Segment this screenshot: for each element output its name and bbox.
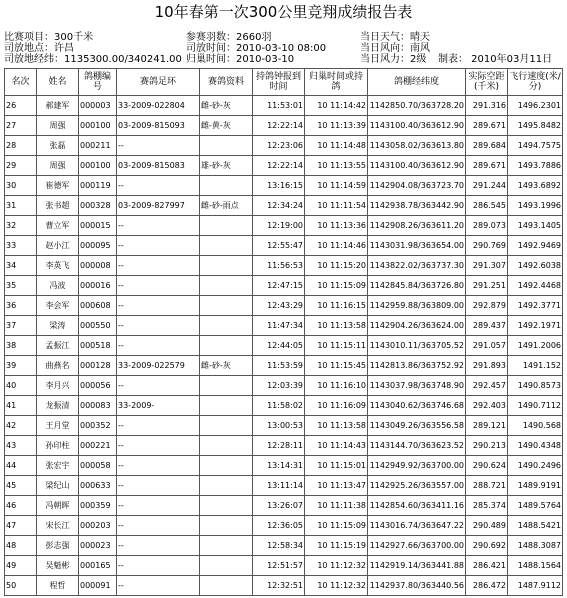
cell-ring: -- [117,436,200,456]
cell-speed: 1492.4468 [508,276,563,296]
cell-distance: 290.213 [466,436,508,456]
cell-coord: 1143144.70/363623.52 [368,436,466,456]
cell-loft: 000608 [79,296,117,316]
cell-distance: 290.692 [466,536,508,556]
cell-distance: 291.316 [466,96,508,116]
cell-info [200,556,253,576]
cell-distance: 289.671 [466,116,508,136]
table-row [5,436,563,456]
cell-name: 王月堂 [37,416,79,436]
table-row [5,176,563,196]
weather: 当日天气：晴天 [360,32,430,43]
col-loft: 鸽棚编号 [79,69,117,96]
cell-loft: 000003 [79,96,117,116]
table-row [5,96,563,116]
cell-ring: -- [117,516,200,536]
cell-name: 龙振清 [37,396,79,416]
cell-ring: 33-2009- [117,396,200,416]
cell-distance: 289.671 [466,156,508,176]
cell-speed: 1489.5764 [508,496,563,516]
cell-loft: 000633 [79,476,117,496]
cell-rank: 29 [5,156,37,176]
cell-ring: 33-2009-022804 [117,96,200,116]
cell-distance: 291.307 [466,256,508,276]
cell-coord: 1142813.86/363752.92 [368,356,466,376]
table-row [5,156,563,176]
cell-loft: 000056 [79,376,117,396]
cell-name: 孟振江 [37,336,79,356]
cell-coord: 1142908.26/363611.20 [368,216,466,236]
cell-coord: 1143100.40/363612.90 [368,156,466,176]
cell-clock: 12:47:15 [253,276,305,296]
cell-loft: 000203 [79,516,117,536]
cell-rank: 42 [5,416,37,436]
cell-clock: 11:53:01 [253,96,305,116]
cell-rank: 44 [5,456,37,476]
cell-loft: 000359 [79,496,117,516]
cell-name: 孙印柱 [37,436,79,456]
cell-loft: 000100 [79,116,117,136]
cell-ring: 03-2009-827997 [117,196,200,216]
cell-speed: 1489.9191 [508,476,563,496]
release-coords: 司放地经纬：1135300.00/340241.00 [4,54,182,65]
cell-rank: 33 [5,236,37,256]
cell-arrive: 10 11:14:46 [305,236,368,256]
cell-arrive: 10 11:11:38 [305,496,368,516]
cell-name: 曹立军 [37,216,79,236]
cell-speed: 1490.7112 [508,396,563,416]
cell-distance: 286.421 [466,556,508,576]
cell-clock: 12:32:51 [253,576,305,596]
cell-distance: 290.489 [466,516,508,536]
cell-clock: 12:22:14 [253,156,305,176]
table-row [5,416,563,436]
cell-speed: 1490.2496 [508,456,563,476]
made-date: 制表： 2010年03月11日 [438,54,553,65]
cell-info [200,516,253,536]
cell-speed: 1490.4348 [508,436,563,456]
cell-clock: 12:58:34 [253,536,305,556]
wind-direction: 当日风向：南风 [360,43,430,54]
table-row [5,456,563,476]
cell-rank: 41 [5,396,37,416]
cell-loft: 000015 [79,216,117,236]
table-row [5,396,563,416]
cell-coord: 1142904.26/363624.00 [368,316,466,336]
cell-arrive: 10 11:16:15 [305,296,368,316]
cell-loft: 000016 [79,276,117,296]
table-row [5,136,563,156]
cell-ring: -- [117,136,200,156]
cell-ring: 33-2009-022579 [117,356,200,376]
cell-name: 张宏宇 [37,456,79,476]
cell-coord: 1142938.78/363442.90 [368,196,466,216]
cell-clock: 11:56:53 [253,256,305,276]
cell-speed: 1491.152 [508,356,563,376]
col-rank: 名次 [5,69,37,96]
cell-ring: -- [117,376,200,396]
cell-rank: 49 [5,556,37,576]
cell-ring: -- [117,576,200,596]
release-site: 司放地点：许昌 [4,43,74,54]
cell-rank: 26 [5,96,37,116]
cell-loft: 000165 [79,556,117,576]
cell-name: 梁涛 [37,316,79,336]
cell-coord: 1142927.66/363700.00 [368,536,466,556]
cell-coord: 1142925.26/363557.00 [368,476,466,496]
cell-clock: 11:47:34 [253,316,305,336]
cell-info [200,496,253,516]
cell-name: 彭志强 [37,536,79,556]
cell-name: 李英飞 [37,256,79,276]
race-item: 比赛项目：300千米 [4,32,94,43]
table-row [5,116,563,136]
cell-info [200,276,253,296]
cell-info [200,476,253,496]
cell-rank: 32 [5,216,37,236]
table-row [5,256,563,276]
cell-coord: 1142854.60/363411.16 [368,496,466,516]
cell-info [200,236,253,256]
cell-ring: -- [117,236,200,256]
cell-distance: 290.624 [466,456,508,476]
cell-ring: -- [117,476,200,496]
cell-speed: 1493.6892 [508,176,563,196]
cell-loft: 000128 [79,356,117,376]
cell-loft: 000023 [79,536,117,556]
cell-loft: 000119 [79,176,117,196]
cell-clock: 12:23:06 [253,136,305,156]
cell-loft: 000328 [79,196,117,216]
cell-rank: 30 [5,176,37,196]
table-row [5,556,563,576]
cell-rank: 34 [5,256,37,276]
col-distance: 实际空距(千米) [466,69,508,96]
cell-info [200,256,253,276]
cell-coord: 1142850.70/363728.20 [368,96,466,116]
cell-info [200,536,253,556]
cell-distance: 291.893 [466,356,508,376]
cell-info: 雌-砂-灰 [200,356,253,376]
cell-clock: 13:11:14 [253,476,305,496]
cell-speed: 1492.3771 [508,296,563,316]
cell-clock: 12:51:57 [253,556,305,576]
cell-coord: 1142949.92/363700.00 [368,456,466,476]
cell-distance: 289.121 [466,416,508,436]
cell-distance: 289.684 [466,136,508,156]
wind-force: 当日风力：2级 [360,54,427,65]
cell-speed: 1488.5421 [508,516,563,536]
report-title: 10年春第一次300公里竞翔成绩报告表 [154,3,413,21]
table-row [5,196,563,216]
cell-rank: 28 [5,136,37,156]
cell-clock: 13:00:53 [253,416,305,436]
cell-clock: 12:28:11 [253,436,305,456]
cell-arrive: 10 11:16:09 [305,396,368,416]
cell-clock: 11:53:59 [253,356,305,376]
cell-coord: 1143058.02/363613.80 [368,136,466,156]
cell-distance: 289.437 [466,316,508,336]
cell-arrive: 10 11:13:36 [305,216,368,236]
cell-speed: 1492.9469 [508,236,563,256]
cell-name: 宋长江 [37,516,79,536]
cell-arrive: 10 11:12:32 [305,576,368,596]
cell-distance: 286.472 [466,576,508,596]
cell-arrive: 10 11:15:01 [305,456,368,476]
cell-speed: 1492.6038 [508,256,563,276]
cell-coord: 1142845.84/363726.80 [368,276,466,296]
cell-arrive: 10 11:15:20 [305,256,368,276]
cell-ring: -- [117,276,200,296]
cell-coord: 1143040.62/363746.68 [368,396,466,416]
cell-distance: 290.769 [466,236,508,256]
table-row [5,476,563,496]
cell-ring: -- [117,456,200,476]
cell-loft: 000083 [79,396,117,416]
cell-info: 雌-黄-灰 [200,116,253,136]
cell-info [200,216,253,236]
cell-name: 梁纪山 [37,476,79,496]
cell-name: 李月兴 [37,376,79,396]
cell-info [200,136,253,156]
cell-speed: 1493.1405 [508,216,563,236]
cell-distance: 292.457 [466,376,508,396]
cell-name: 周强 [37,116,79,136]
cell-loft: 000008 [79,256,117,276]
cell-distance: 291.057 [466,336,508,356]
cell-rank: 31 [5,196,37,216]
col-name: 姓名 [37,69,79,96]
cell-rank: 36 [5,296,37,316]
cell-arrive: 10 11:16:10 [305,376,368,396]
cell-coord: 1142904.08/363723.70 [368,176,466,196]
cell-loft: 000058 [79,456,117,476]
cell-coord: 1143010.11/363705.52 [368,336,466,356]
cell-info [200,316,253,336]
cell-clock: 12:22:14 [253,116,305,136]
entries-count: 参赛羽数：2660羽 [186,32,272,43]
cell-clock: 12:34:24 [253,196,305,216]
cell-rank: 35 [5,276,37,296]
cell-clock: 13:16:15 [253,176,305,196]
cell-speed: 1496.2301 [508,96,563,116]
cell-loft: 000100 [79,156,117,176]
cell-speed: 1493.1996 [508,196,563,216]
cell-info [200,296,253,316]
cell-name: 李会军 [37,296,79,316]
cell-info [200,436,253,456]
cell-arrive: 10 11:14:42 [305,96,368,116]
cell-coord: 1143031.98/363654.00 [368,236,466,256]
cell-rank: 45 [5,476,37,496]
cell-name: 张磊 [37,136,79,156]
cell-speed: 1490.568 [508,416,563,436]
cell-info [200,376,253,396]
cell-arrive: 10 11:15:11 [305,336,368,356]
results-table [4,68,563,596]
cell-loft: 000518 [79,336,117,356]
table-row [5,516,563,536]
cell-ring: -- [117,316,200,336]
cell-distance: 285.374 [466,496,508,516]
cell-speed: 1487.9112 [508,576,563,596]
cell-coord: 1143016.74/363647.22 [368,516,466,536]
cell-ring: -- [117,216,200,236]
col-coord: 鸽棚经纬度 [368,69,466,96]
cell-info [200,396,253,416]
cell-rank: 50 [5,576,37,596]
cell-loft: 000352 [79,416,117,436]
table-row [5,296,563,316]
cell-ring: 03-2009-815093 [117,116,200,136]
table-row [5,236,563,256]
cell-name: 崔德军 [37,176,79,196]
cell-clock: 12:36:05 [253,516,305,536]
cell-clock: 13:14:31 [253,456,305,476]
cell-info [200,416,253,436]
cell-arrive: 10 11:14:43 [305,436,368,456]
cell-rank: 46 [5,496,37,516]
cell-ring: -- [117,176,200,196]
cell-name: 冯朝晖 [37,496,79,516]
cell-ring: -- [117,296,200,316]
cell-coord: 1142959.88/363809.00 [368,296,466,316]
cell-info [200,576,253,596]
cell-arrive: 10 11:13:58 [305,416,368,436]
cell-info [200,456,253,476]
col-ring: 赛鸽足环 [117,69,200,96]
cell-distance: 289.073 [466,216,508,236]
cell-clock: 12:44:05 [253,336,305,356]
cell-distance: 288.721 [466,476,508,496]
cell-name: 吴魁彬 [37,556,79,576]
table-row [5,356,563,376]
table-row [5,216,563,236]
cell-distance: 291.244 [466,176,508,196]
cell-name: 周强 [37,156,79,176]
cell-ring: -- [117,536,200,556]
table-row [5,336,563,356]
cell-clock: 12:55:47 [253,236,305,256]
col-clock: 持鸽钟报到时间 [253,69,305,96]
cell-ring: -- [117,496,200,516]
col-info: 赛鸽资料 [200,69,253,96]
cell-loft: 000550 [79,316,117,336]
cell-rank: 48 [5,536,37,556]
cell-name: 曲燕名 [37,356,79,376]
cell-rank: 27 [5,116,37,136]
cell-info: 雌-砂-灰 [200,96,253,116]
cell-coord: 1143049.26/363556.58 [368,416,466,436]
cell-arrive: 10 11:14:59 [305,176,368,196]
cell-distance: 292.879 [466,296,508,316]
cell-info: 雄-砂-灰 [200,156,253,176]
cell-ring: -- [117,256,200,276]
col-arrive: 归巢时间或持鸽 [305,69,368,96]
cell-info: 雌-砂-雨点 [200,196,253,216]
cell-coord: 1143037.98/363748.90 [368,376,466,396]
cell-clock: 13:26:07 [253,496,305,516]
cell-speed: 1492.1971 [508,316,563,336]
table-row [5,316,563,336]
cell-info [200,336,253,356]
cell-arrive: 10 11:14:48 [305,136,368,156]
return-time: 归巢时间：2010-03-10 [186,54,295,65]
cell-speed: 1490.8573 [508,376,563,396]
cell-speed: 1495.8482 [508,116,563,136]
cell-clock: 11:58:02 [253,396,305,416]
release-time: 司放时间：2010-03-10 08:00 [186,43,327,54]
cell-arrive: 10 11:13:47 [305,476,368,496]
cell-loft: 000091 [79,576,117,596]
cell-loft: 000221 [79,436,117,456]
cell-ring: -- [117,336,200,356]
cell-rank: 38 [5,336,37,356]
cell-rank: 39 [5,356,37,376]
table-row [5,276,563,296]
cell-name: 赵小江 [37,236,79,256]
cell-name: 郝建军 [37,96,79,116]
cell-rank: 47 [5,516,37,536]
table-row [5,376,563,396]
cell-arrive: 10 11:13:39 [305,116,368,136]
table-row [5,496,563,516]
cell-rank: 43 [5,436,37,456]
cell-info [200,176,253,196]
cell-ring: -- [117,416,200,436]
cell-loft: 000211 [79,136,117,156]
cell-clock: 12:03:39 [253,376,305,396]
cell-coord: 1142937.80/363440.56 [368,576,466,596]
cell-coord: 1143822.02/363737.30 [368,256,466,276]
cell-name: 冯波 [37,276,79,296]
cell-rank: 40 [5,376,37,396]
cell-coord: 1142919.14/363441.88 [368,556,466,576]
table-row [5,536,563,556]
cell-arrive: 10 11:15:19 [305,536,368,556]
cell-distance: 291.251 [466,276,508,296]
cell-speed: 1491.2006 [508,336,563,356]
col-speed: 飞行速度(米/分) [508,69,563,96]
cell-loft: 000095 [79,236,117,256]
header-row [5,69,563,96]
cell-arrive: 10 11:11:54 [305,196,368,216]
cell-ring: 03-2009-815083 [117,156,200,176]
cell-distance: 292.403 [466,396,508,416]
cell-rank: 37 [5,316,37,336]
cell-name: 程哲 [37,576,79,596]
cell-distance: 286.545 [466,196,508,216]
cell-arrive: 10 11:15:45 [305,356,368,376]
cell-speed: 1494.7575 [508,136,563,156]
cell-clock: 12:43:29 [253,296,305,316]
cell-ring: -- [117,556,200,576]
table-row [5,576,563,596]
cell-speed: 1493.7886 [508,156,563,176]
cell-coord: 1143100.40/363612.90 [368,116,466,136]
cell-arrive: 10 11:13:55 [305,156,368,176]
cell-clock: 12:19:00 [253,216,305,236]
cell-arrive: 10 11:12:32 [305,556,368,576]
cell-arrive: 10 11:13:58 [305,316,368,336]
cell-name: 张书超 [37,196,79,216]
cell-speed: 1488.1564 [508,556,563,576]
cell-arrive: 10 11:15:09 [305,516,368,536]
cell-speed: 1488.3087 [508,536,563,556]
cell-arrive: 10 11:15:09 [305,276,368,296]
